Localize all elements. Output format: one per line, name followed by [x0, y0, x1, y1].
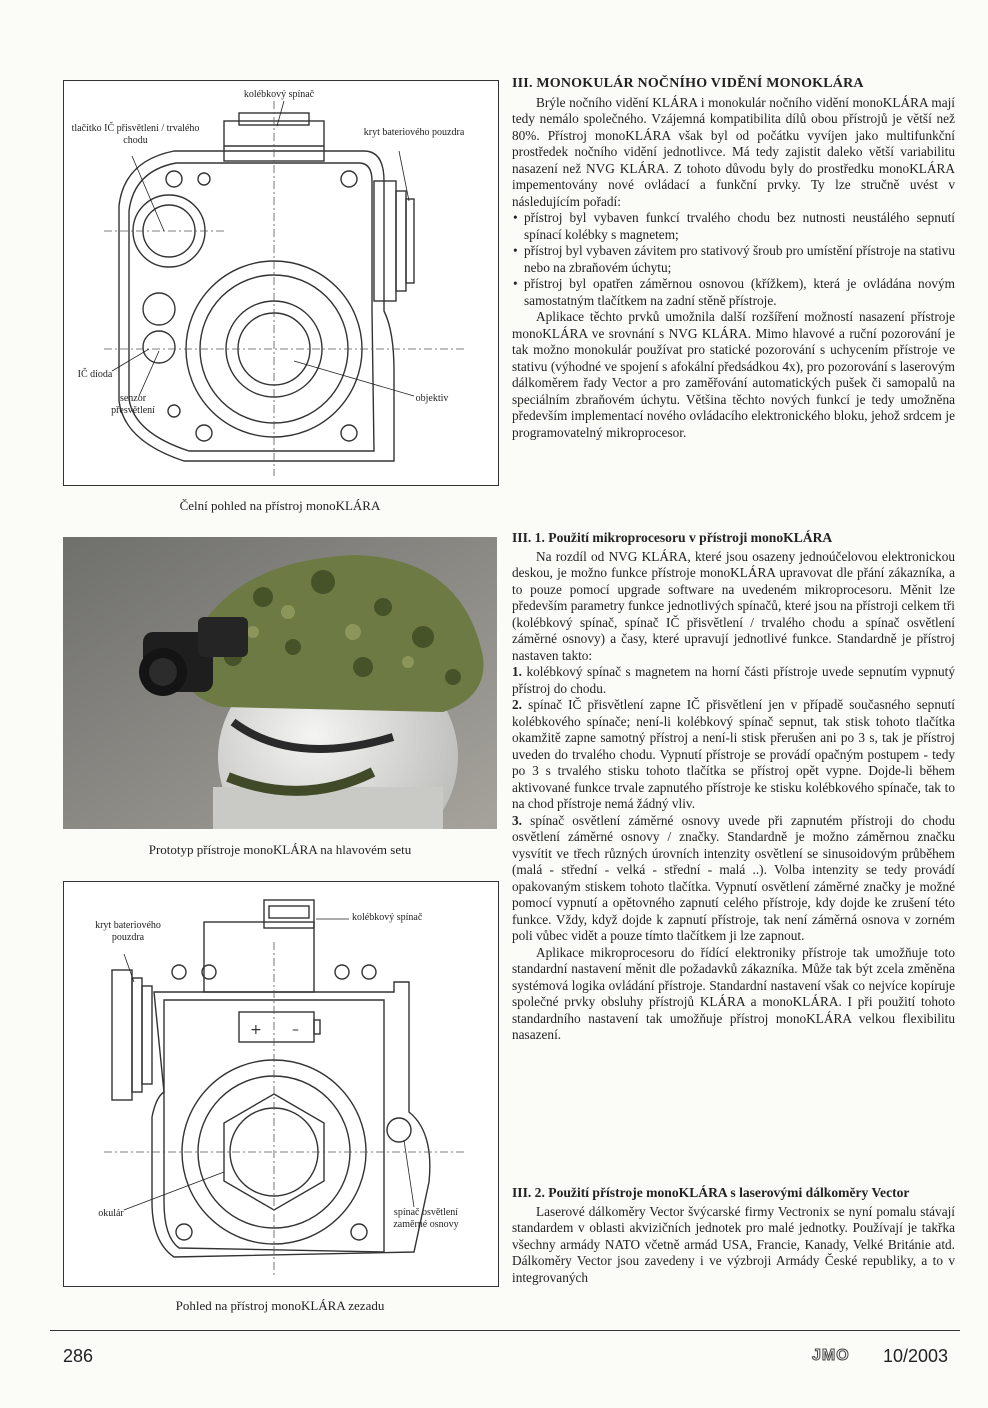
paragraph-5: Laserové dálkoměry Vector švýcarské firmy Vectronix se nyní pomalu stávají standardem v oblasti akvizičních jednotek pro malé jednotky. Používají je takřka všechny armády NATO včetně armád USA, Francie, Kanady, Velké Británie atd. Dálkoměry Vector jsou zavedeny i ve výzbroji Armády České republiky, a to v integrovaných	[512, 1203, 955, 1285]
label-battery-cover-rear: kryt bateriového pouzdra	[95, 920, 161, 943]
label-battery-cover: kryt bateriového pouzdra	[363, 127, 465, 138]
list-item: • přístroj byl vybaven závitem pro stativový šroub pro umístění přístroje na stativu nebo na zbraňovém úchytu;	[524, 243, 955, 276]
list-item: • přístroj byl opatřen záměrnou osnovou (křížkem), která je ovládána novým samostatným tlačítkem na zadní stěně přístroje.	[524, 276, 955, 309]
item-text: spínač IČ přisvětlení zapne IČ přisvětlení jen v případě současného sepnutí kolébkového spínače; není-li kolébkový spínač sepnut, tak stisk tohoto tlačítka okamžitě zapne samotný přístroj a není-li stisk přerušen ani po 3 s, tak je přístroj uveden do trvalého chodu. Vypnutí přístroje se provádí opačným postupem - tedy po 3 s trvalého stisku tohoto tlačítka se přístroj opět vypne. Dojde-li během aktivované funkce trvale zapnutého přístroje ke stisku kolébkového spínače, tak to na chod přístroje nemá žádný vliv.	[512, 697, 955, 811]
front-view-figure	[63, 80, 499, 486]
numbered-item	[512, 664, 955, 697]
label-reticle-switch: spínač osvětlení zaměrné osnovy	[393, 1207, 459, 1230]
svg-text:+: +	[250, 1022, 262, 1038]
item-number: 3.	[512, 812, 522, 828]
page-number: 286	[63, 1346, 94, 1366]
rear-view-figure	[63, 881, 499, 1287]
numbered-item	[512, 813, 955, 945]
label-sensor: senzor přesvětlení	[111, 393, 155, 416]
section-2-heading: III. 2. Použití přístroje monoKLÁRA s laserovými dálkoměry Vector	[512, 1185, 910, 1200]
paragraph-2: Aplikace těchto prvků umožnila další rozšíření možností nasazení přístroje monoKLÁRA ve srovnání s NVG KLÁRA. Mimo hlavové a ruční pozorování je tak možno monokulár používat pro statické pozorování s uchycením přístroje ve stativu (výhodné ve spojení s afokální předsádkou 4x), pro pozorování s laserovým dálkoměrem řady Vector a pro zaměřování automatických pušek či samopalů na speciálním zbraňovém úchytu. Většina těchto nových funkcí je tedy umožněna především implementací nového ovládacího elektronického bloku, jehož srdcem je programovatelný mikroprocesor.	[512, 309, 955, 440]
numbered-item	[512, 697, 955, 813]
magazine-logo: JMO	[812, 1347, 850, 1364]
item-number: 2.	[512, 697, 522, 712]
figure3-caption: Pohled na přístroj monoKLÁRA zezadu	[175, 1298, 385, 1313]
feature-list	[512, 210, 955, 309]
label-ir-diode: IČ dioda	[77, 369, 113, 380]
item-text: spínač osvětlení záměrné osnovy uvede při zapnutém přístroji do chodu osvětlení záměrné osnovy / značky. Standardně je možno záměrnou značku vysvítit ve třech různých úrovních intenzity osvětlení se sinusoidovým průběhem (malá - střední - velká - střední - malá ..). Volba intenzity se tedy provádí opakovaným stiskem tohoto tlačítka. Vypnutí osvětlení záměrné značky je možné pomocí vypnutí a opětovného zapnutí celého přístroje, kdy dojde ke zrušení této funkce. Vždy, když dojde k zapnutí přístroje, tak není záměrná osnova v zorném poli vůbec vidět a pouze tímto tlačítkem ji lze zapnout.	[512, 812, 955, 943]
footer-rule	[50, 1330, 960, 1331]
figure1-caption: Čelní pohled na přístroj monoKLÁRA	[179, 498, 381, 513]
label-rocker-switch: kolébkový spínač	[243, 89, 315, 100]
section-1	[512, 530, 955, 1044]
item-text: kolébkový spínač s magnetem na horní části přístroje uvede sepnutím vypnutý přístroj do chodu.	[512, 664, 955, 696]
helmet-photo	[63, 537, 497, 829]
svg-text:–: –	[292, 1022, 299, 1038]
list-item: • přístroj byl vybaven funkcí trvalého chodu bez nutnosti neustálého sepnutí spínací kolébky s magnetem;	[524, 210, 955, 243]
paragraph-3: Na rozdíl od NVG KLÁRA, které jsou osazeny jednoúčelovou elektronickou deskou, je možno funkce přístroje monoKLÁRA upravovat dle přání zákazníka, a to pouze pomocí upgrade software na uvedeném mikroprocesoru. Měnit lze především parametry funkce jednotlivých spínačů, které jsou na přístroji celkem tři (kolébkový spínač, spínač IČ přisvětlení / trvalého chodu a spínač osvětlení záměrné osnovy) a časy, které upravují jednotlivé funkce. Standardně je přístroj nastaven takto:	[512, 548, 955, 663]
label-rocker-switch-rear: kolébkový spínač	[352, 912, 423, 923]
article-heading: III. MONOKULÁR NOČNÍHO VIDĚNÍ MONOKLÁRA	[512, 76, 864, 91]
issue-number: 10/2003	[883, 1346, 949, 1366]
paragraph-4: Aplikace mikroprocesoru do řídící elektroniky přístroje tak umožňuje toto standardní nastavení měnit dle požadavků zákazníka. Může tak být zcela změněna systémová logika ovládání přístroje. Standardní nastavení však co nejvíce kopíruje společné prvky obsluhy přístrojů KLÁRA a monoKLÁRA. I při použití tohoto standardního nastavení tak umožňuje přístroj monoKLÁRA velkou flexibilitu nasazení.	[512, 944, 955, 1042]
helmet-photo-drawing	[63, 537, 497, 829]
section-1-heading: III. 1. Použití mikroprocesoru v přístroji monoKLÁRA	[512, 530, 833, 545]
section-2	[512, 1185, 955, 1286]
article-column	[512, 76, 955, 441]
label-eyepiece: okulár	[98, 1208, 124, 1219]
figure2-caption: Prototyp přístroje monoKLÁRA na hlavovém setu	[148, 842, 412, 857]
label-ir-button: tlačítko IČ přisvětlení / trvalého chodu	[71, 123, 200, 146]
intro-paragraph: Brýle nočního vidění KLÁRA i monokulár nočního vidění monoKLÁRA mají tedy nemálo společného. Vzájemná kompatibilita dílů obou přístrojů je větší než 80%. Přístroj monoKLÁRA však byl od počátku vyvíjen jako multifunkční prostředek nočního vidění jednotlivce. Má tedy zajistit daleko větší variabilitu nasazení než NVG KLÁRA. Z tohoto důvodu byly do prostředku monoKLÁRA impementovány nové ovládací a funkční prvky. Ty lze stručně uvést v následujícím pořadí:	[512, 94, 955, 209]
label-objective: objektiv	[415, 393, 449, 404]
item-number: 1.	[512, 664, 522, 679]
